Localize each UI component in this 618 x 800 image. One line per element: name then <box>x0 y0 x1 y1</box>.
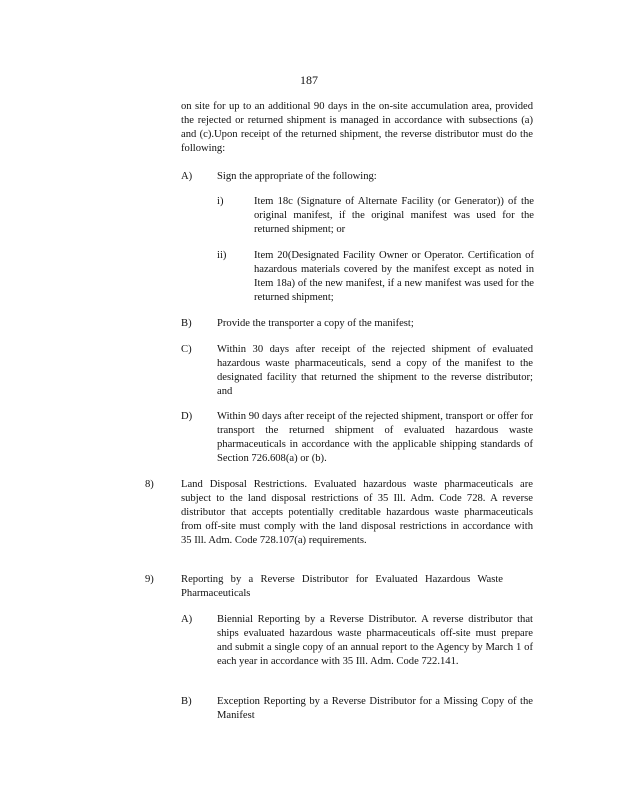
sub-c-block <box>217 343 533 399</box>
section-8-text: Land Disposal Restrictions. Evaluated hazardous waste pharmaceuticals are subject to the land disposal restrictions of 35 Ill. Adm. Code 728. A reverse distributor that accepts potentially creditable hazardous waste pharmaceuticals from off-site must comply with the land disposal restrictions in accordance with 35 Ill. Adm. Code 728.107(a) requirements. <box>181 479 533 546</box>
section-9-b-text: Exception Reporting by a Reverse Distributor for a Missing Copy of the Manifest <box>217 696 533 721</box>
section-8-label: 8) <box>145 479 154 490</box>
section-8-block <box>181 478 533 548</box>
section-9-b-block <box>217 695 533 723</box>
sub-c-text: Within 30 days after receipt of the rejected shipment of evaluated hazardous waste pharmaceuticals, send a copy of the manifest to the designated facility that returned the shipment to the reverse distributor; and <box>217 344 533 397</box>
section-9-label: 9) <box>145 574 154 585</box>
section-9-b-label: B) <box>181 696 192 707</box>
intro-text: on site for up to an additional 90 days in the on-site accumulation area, provided the rejected or returned shipment is managed in accordance with subsections (a) and (c).Upon receipt of the returned shipment, the reverse distributor must do the following: <box>181 101 533 154</box>
sub-a-text-block <box>217 170 533 184</box>
sub-d-label: D) <box>181 411 193 422</box>
sub-c-label: C) <box>181 344 192 355</box>
sub-b-label: B) <box>181 318 192 329</box>
sub-d-text: Within 90 days after receipt of the rejected shipment, transport or offer for transport the returned shipment of evaluated hazardous waste pharmaceuticals in accordance with the applicable shipping standards of Section 726.608(a) or (b). <box>217 411 533 464</box>
sub-a-label: A) <box>181 171 193 182</box>
sub-b-text: Provide the transporter a copy of the manifest; <box>217 318 414 329</box>
item-ii-block <box>254 249 534 305</box>
section-9-text: Reporting by a Reverse Distributor for Evaluated Hazardous Waste Pharmaceuticals <box>181 574 503 599</box>
section-9-a-label: A) <box>181 614 193 625</box>
item-ii-text: Item 20(Designated Facility Owner or Operator. Certification of hazardous materials covered by the manifest except as noted in Item 18a) of the new manifest, if a new manifest was used for the returned shipment; <box>254 250 534 303</box>
item-i-label: i) <box>217 196 224 207</box>
section-9-block <box>181 573 503 601</box>
sub-a-text: Sign the appropriate of the following: <box>217 171 377 182</box>
section-9-a-block <box>217 613 533 669</box>
item-i-text: Item 18c (Signature of Alternate Facility (or Generator)) of the original manifest, if the original manifest was used for the returned shipment; or <box>254 196 534 235</box>
page-number: 187 <box>300 73 318 87</box>
item-i-block <box>254 195 534 237</box>
intro-paragraph <box>181 100 533 156</box>
section-9-a-text: Biennial Reporting by a Reverse Distributor. A reverse distributor that ships evaluated hazardous waste pharmaceuticals off-site must prepare and submit a single copy of an annual report to the Agency by March 1 of each year in accordance with 35 Ill. Adm. Code 722.141. <box>217 614 533 667</box>
sub-d-block <box>217 410 533 466</box>
item-ii-label: ii) <box>217 250 227 261</box>
sub-b-block <box>217 317 533 331</box>
